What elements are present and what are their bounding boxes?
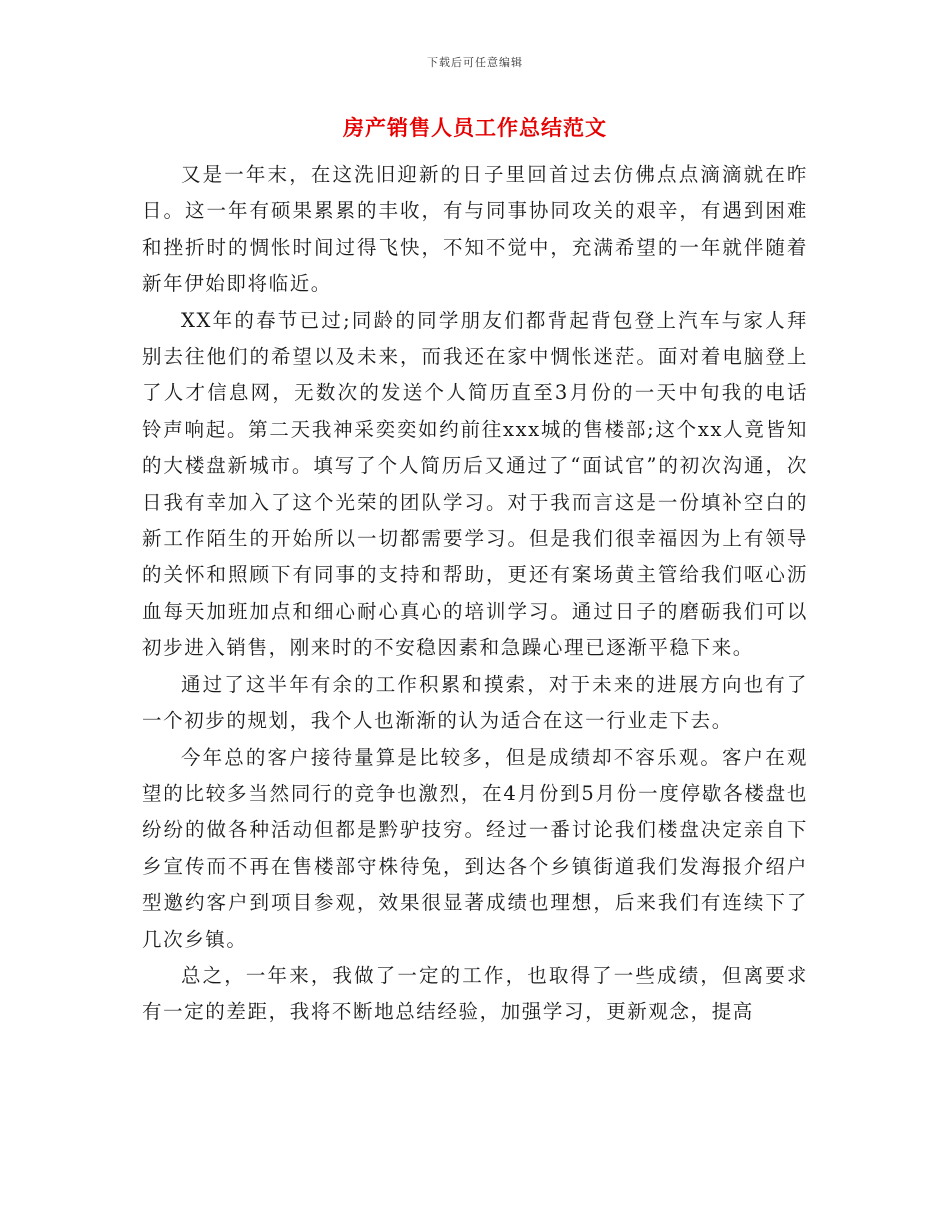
document-title: 房产销售人员工作总结范文 bbox=[343, 115, 607, 140]
header-note: 下载后可任意编辑 bbox=[427, 56, 523, 69]
paragraph: XX年的春节已过;同龄的同学朋友们都背起背包登上汽车与家人拜别去往他们的希望以及未来，而我还在家中惆怅迷茫。面对着电脑登上了人才信息网，无数次的发送个人简历直至3月份的一天中旬我的电话铃声响起。第二天我神采奕奕如约前往xxx城的售楼部;这个xx人竟皆知的大楼盘新城市。填写了个人简历后又通过了“面试官”的初次沟通，次日我有幸加入了这个光荣的团队学习。对于我而言这是一份填补空白的新工作陌生的开始所以一切都需要学习。但是我们很幸福因为上有领导的关怀和照顾下有同事的支持和帮助，更还有案场黄主管给我们呕心沥血每天加班加点和细心耐心真心的培训学习。通过日子的磨砺我们可以初步进入销售，刚来时的不安稳因素和急躁心理已逐渐平稳下来。 bbox=[142, 308, 808, 660]
paragraph: 今年总的客户接待量算是比较多，但是成绩却不容乐观。客户在观望的比较多当然同行的竞争也激烈，在4月份到5月份一度停歇各楼盘也纷纷的做各种活动但都是黔驴技穷。经过一番讨论我们楼盘决定亲自下乡宣传而不再在售楼部守株待兔，到达各个乡镇街道我们发海报介绍户型邀约客户到项目参观，效果很显著成绩也理想，后来我们有连续下了几次乡镇。 bbox=[142, 745, 808, 951]
paragraph: 又是一年末，在这洗旧迎新的日子里回首过去仿佛点点滴滴就在昨日。这一年有硕果累累的丰收，有与同事协同攻关的艰辛，有遇到困难和挫折时的惆怅时间过得飞快，不知不觉中，充满希望的一年就伴随着新年伊始即将临近。 bbox=[142, 163, 808, 296]
document-body bbox=[142, 157, 808, 1031]
paragraph: 通过了这半年有余的工作积累和摸索，对于未来的进展方向也有了一个初步的规划，我个人也渐渐的认为适合在这一行业走下去。 bbox=[142, 672, 808, 733]
paragraph: 总之，一年来，我做了一定的工作，也取得了一些成绩，但离要求有一定的差距，我将不断地总结经验，加强学习，更新观念，提高 bbox=[142, 963, 808, 1024]
